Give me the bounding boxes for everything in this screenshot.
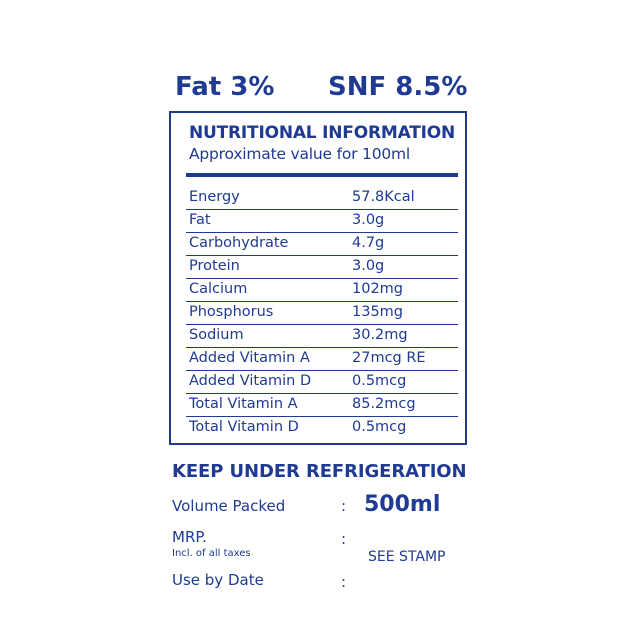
nutrition-row (186, 187, 458, 210)
nutrient-value: 3.0g (352, 212, 385, 228)
nutrient-value: 85.2mcg (352, 396, 416, 412)
nutrient-name: Added Vitamin D (189, 373, 312, 389)
mrp-colon: : (341, 530, 347, 548)
use-by-colon: : (341, 573, 347, 591)
nutrient-name: Total Vitamin A (189, 396, 298, 412)
header-divider (186, 173, 458, 177)
nutrient-value: 135mg (352, 304, 404, 320)
nutrient-name: Added Vitamin A (189, 350, 310, 366)
nutrient-name: Calcium (189, 281, 248, 297)
nutrition-row (186, 302, 458, 325)
nutrition-row (186, 348, 458, 371)
fat-percentage: Fat 3% (175, 72, 275, 102)
nutrition-row (186, 233, 458, 256)
nutrition-row (186, 256, 458, 279)
nutrient-name: Sodium (189, 327, 244, 343)
nutrient-value: 3.0g (352, 258, 385, 274)
nutrition-row (186, 210, 458, 233)
volume-value: 500ml (364, 492, 441, 517)
nutrition-row (186, 325, 458, 348)
nutrient-name: Energy (189, 189, 240, 205)
nutrition-subtitle: Approximate value for 100ml (189, 145, 411, 163)
nutrition-row (186, 371, 458, 394)
nutrition-title: NUTRITIONAL INFORMATION (189, 123, 456, 143)
nutrient-value: 0.5mcg (352, 373, 407, 389)
nutrient-name: Fat (189, 212, 211, 228)
nutrition-panel (169, 111, 467, 445)
nutrient-name: Carbohydrate (189, 235, 289, 251)
nutrition-row (186, 417, 458, 440)
nutrition-row (186, 279, 458, 302)
storage-instruction: KEEP UNDER REFRIGERATION (172, 461, 467, 482)
nutrient-name: Phosphorus (189, 304, 274, 320)
nutrition-row (186, 394, 458, 417)
mrp-value: SEE STAMP (368, 549, 446, 565)
nutrient-value: 4.7g (352, 235, 385, 251)
use-by-label: Use by Date (172, 571, 264, 589)
nutrient-value: 102mg (352, 281, 404, 297)
nutrient-value: 57.8Kcal (352, 189, 415, 205)
nutrient-name: Total Vitamin D (189, 419, 299, 435)
mrp-label: MRP. (172, 528, 207, 546)
volume-label: Volume Packed (172, 497, 286, 515)
nutrient-value: 27mcg RE (352, 350, 426, 366)
nutrient-value: 30.2mg (352, 327, 408, 343)
volume-colon: : (341, 497, 347, 515)
mrp-tax-note: Incl. of all taxes (172, 548, 251, 559)
nutrient-name: Protein (189, 258, 240, 274)
nutrition-rows (186, 187, 458, 440)
nutrient-value: 0.5mcg (352, 419, 407, 435)
snf-percentage: SNF 8.5% (328, 72, 468, 102)
